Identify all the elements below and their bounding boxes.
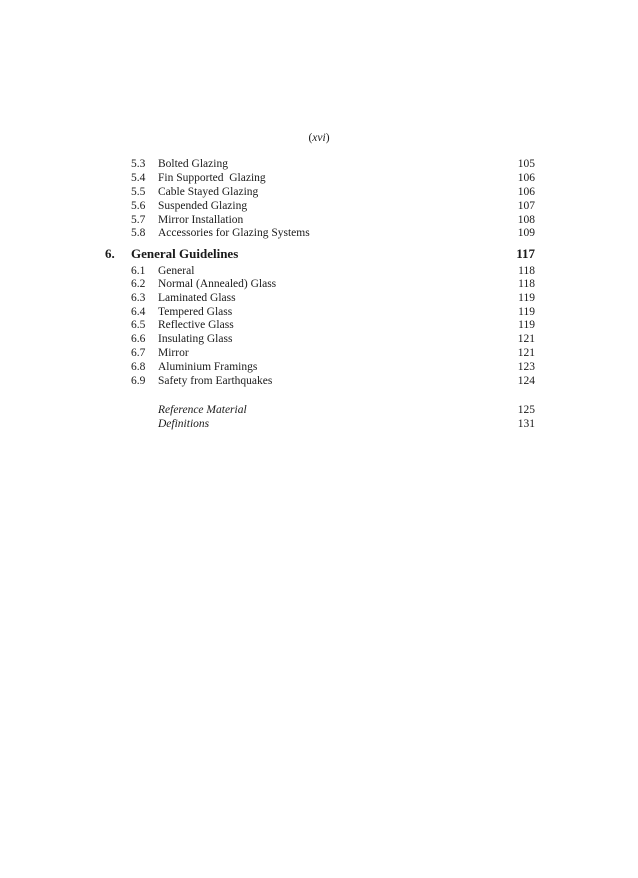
entry-title: Insulating Glass	[158, 333, 233, 345]
entry-title: Accessories for Glazing Systems	[158, 227, 310, 239]
entry-number: 6.1	[131, 265, 146, 277]
toc-entry-5-5[interactable]	[0, 185, 638, 199]
entry-page: 108	[517, 214, 535, 226]
entry-title: Cable Stayed Glazing	[158, 186, 259, 198]
toc-entry-6-6[interactable]	[0, 332, 638, 346]
entry-page: 125	[517, 404, 535, 416]
entry-number: 5.3	[131, 158, 146, 170]
entry-page: 123	[517, 361, 535, 373]
entry-page: 121	[517, 347, 535, 359]
toc-entry-5-8[interactable]	[0, 226, 638, 240]
entry-title: Normal (Annealed) Glass	[158, 278, 277, 290]
entry-title: Tempered Glass	[158, 306, 233, 318]
entry-title: Safety from Earthquakes	[158, 375, 273, 387]
entry-title: Suspended Glazing	[158, 200, 248, 212]
entry-page: 118	[518, 278, 535, 290]
page-number	[0, 132, 638, 144]
entry-number: 5.4	[131, 172, 146, 184]
toc-chapter-6[interactable]	[0, 246, 638, 262]
entry-number: 6.7	[131, 347, 146, 359]
entry-number: 6.4	[131, 306, 146, 318]
entry-number: 6.3	[131, 292, 146, 304]
entry-title: Aluminium Framings	[158, 361, 258, 373]
toc-entry-6-2[interactable]	[0, 277, 638, 291]
entry-title: Laminated Glass	[158, 292, 236, 304]
entry-page: 119	[518, 306, 535, 318]
entry-page: 124	[517, 375, 535, 387]
entry-title: Fin Supported Glazing	[158, 172, 266, 184]
toc-entry-6-1[interactable]	[0, 264, 638, 278]
entry-title: Mirror	[158, 347, 189, 359]
entry-page: 107	[517, 200, 535, 212]
entry-title: Bolted Glazing	[158, 158, 228, 170]
entry-page: 119	[518, 292, 535, 304]
entry-page: 105	[517, 158, 535, 170]
entry-number: 5.7	[131, 214, 146, 226]
chapter-page: 117	[516, 246, 535, 261]
toc-entry-5-6[interactable]	[0, 199, 638, 213]
toc-entry-6-7[interactable]	[0, 346, 638, 360]
toc-entry-5-4[interactable]	[0, 171, 638, 185]
entry-page: 131	[517, 418, 535, 430]
entry-number: 6.5	[131, 319, 146, 331]
entry-page: 121	[517, 333, 535, 345]
toc-entry-6-4[interactable]	[0, 305, 638, 319]
toc-entry-definitions[interactable]	[0, 417, 638, 431]
page-number-open: (	[308, 132, 313, 144]
entry-page: 106	[517, 186, 535, 198]
entry-page: 106	[517, 172, 535, 184]
chapter-title: General Guidelines	[131, 246, 239, 261]
chapter-number: 6.	[105, 246, 115, 261]
page-number-value: xvi	[312, 132, 326, 144]
entry-title: Mirror Installation	[158, 214, 244, 226]
entry-page: 118	[518, 265, 535, 277]
entry-number: 6.2	[131, 278, 146, 290]
entry-page: 109	[517, 227, 535, 239]
page-number-close: )	[325, 132, 330, 144]
toc-entry-6-8[interactable]	[0, 360, 638, 374]
entry-number: 5.8	[131, 227, 146, 239]
entry-number: 5.6	[131, 200, 146, 212]
entry-title: Reference Material	[158, 404, 247, 416]
toc-entry-6-9[interactable]	[0, 374, 638, 388]
toc-entry-5-3[interactable]	[0, 157, 638, 171]
entry-number: 6.6	[131, 333, 146, 345]
entry-number: 6.8	[131, 361, 146, 373]
entry-number: 6.9	[131, 375, 146, 387]
entry-title: Definitions	[158, 418, 210, 430]
toc-entry-reference-material[interactable]	[0, 403, 638, 417]
toc-entry-5-7[interactable]	[0, 213, 638, 227]
entry-title: Reflective Glass	[158, 319, 234, 331]
entry-title: General	[158, 265, 195, 277]
toc-entry-6-3[interactable]	[0, 291, 638, 305]
entry-number: 5.5	[131, 186, 146, 198]
entry-page: 119	[518, 319, 535, 331]
toc-entry-6-5[interactable]	[0, 318, 638, 332]
